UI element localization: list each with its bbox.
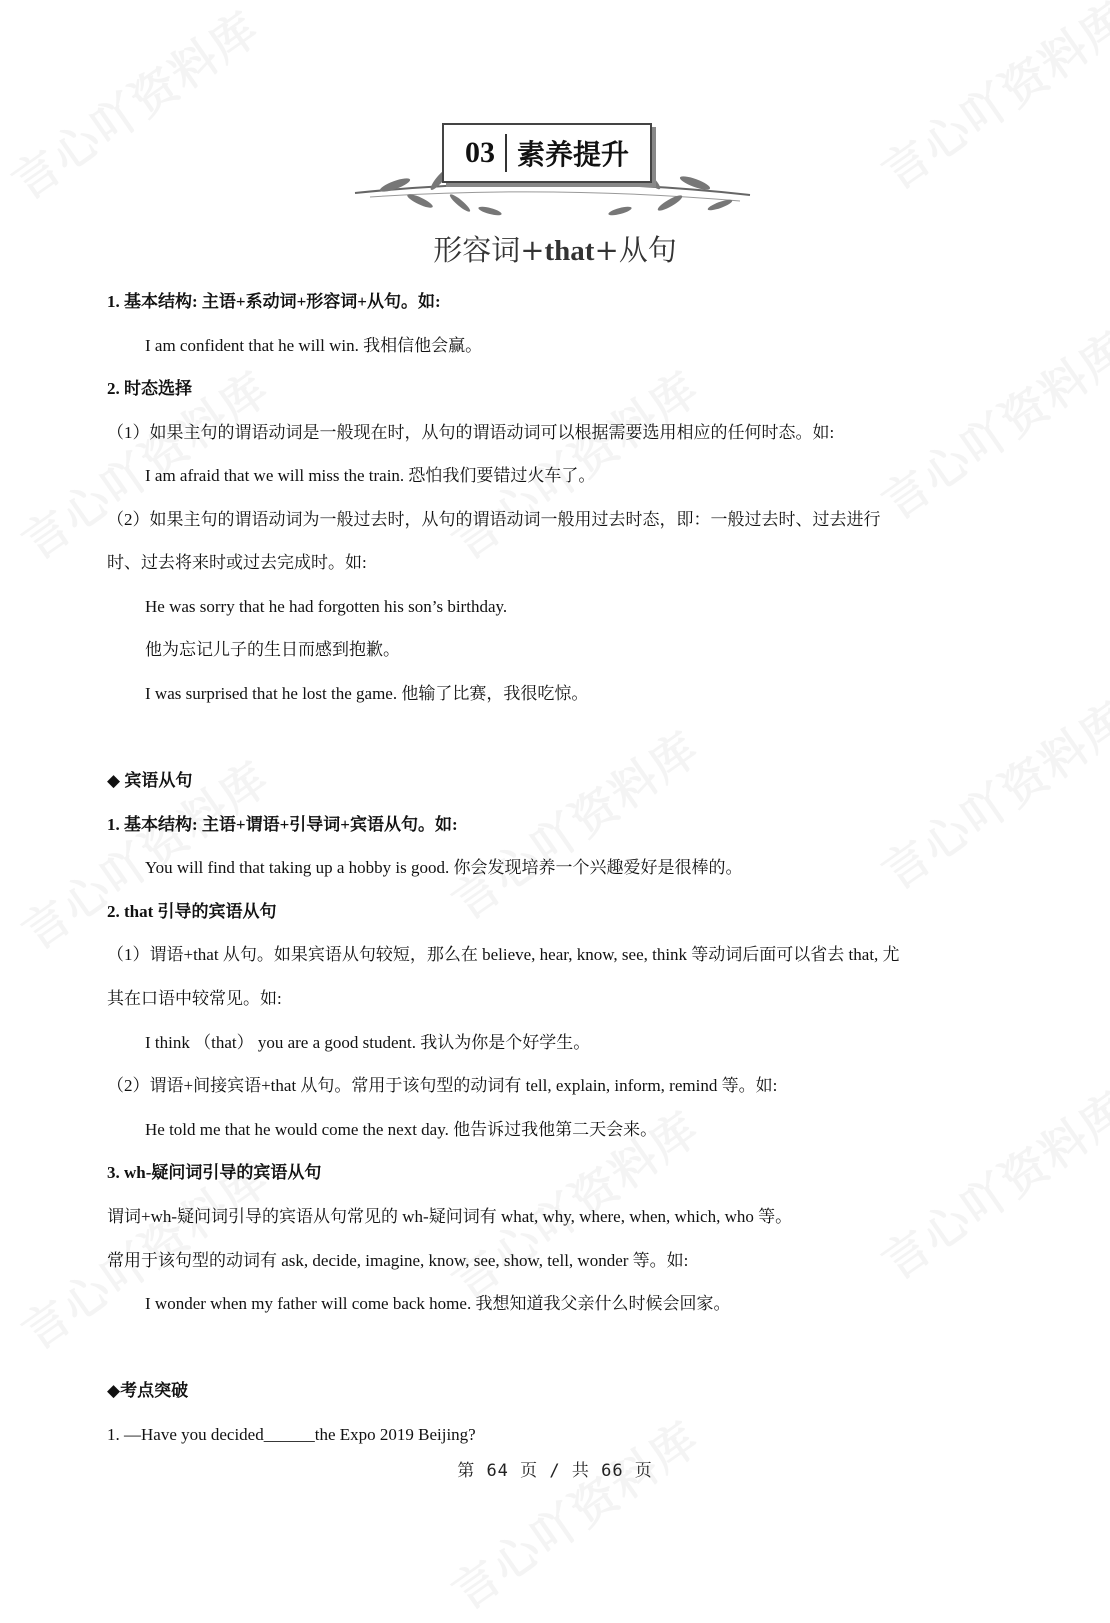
section-header — [350, 115, 760, 225]
heading-that-clause: 2. that 引导的宾语从句 — [107, 902, 277, 921]
example-line: I am confident that he will win. 我相信他会赢。 — [145, 336, 483, 355]
rule-line: 常用于该句型的动词有 ask, decide, imagine, know, see, show, tell, wonder 等。如: — [107, 1251, 689, 1270]
rule-line: （1）如果主句的谓语动词是一般现在时，从句的谓语动词可以根据需要选用相应的任何时态。如: — [107, 423, 835, 442]
heading-basic-structure: 1. 基本结构: 主语+谓语+引导词+宾语从句。如: — [107, 815, 458, 834]
watermark — [437, 713, 711, 932]
watermark — [867, 1073, 1110, 1292]
watermark — [437, 353, 711, 572]
rule-line: 时、过去将来时或过去完成时。如: — [107, 553, 367, 572]
watermark — [0, 0, 271, 213]
rule-line: （2）如果主句的谓语动词为一般过去时，从句的谓语动词一般用过去时态，即：一般过去时、过去进行 — [107, 510, 881, 529]
watermark — [867, 313, 1110, 532]
page-title: 形容词+that+从句 — [433, 233, 677, 267]
badge-divider — [505, 134, 507, 172]
example-line: He told me that he would come the next day. 他告诉过我他第二天会来。 — [145, 1120, 658, 1139]
heading-wh-clause: 3. wh-疑问词引导的宾语从句 — [107, 1163, 322, 1182]
page-footer: 第 64 页 / 共 66 页 — [457, 1461, 653, 1481]
example-line: I am afraid that we will miss the train. 恐怕我们要错过火车了。 — [145, 466, 596, 485]
example-line: You will find that taking up a hobby is good. 你会发现培养一个兴趣爱好是很棒的。 — [145, 858, 743, 877]
watermark — [867, 683, 1110, 902]
heading-basic-structure: 1. 基本结构: 主语+系动词+形容词+从句。如: — [107, 292, 441, 311]
example-line: I think （that） you are a good student. 我认为你是个好学生。 — [145, 1033, 591, 1052]
example-line: I wonder when my father will come back home. 我想知道我父亲什么时候会回家。 — [145, 1294, 731, 1313]
heading-tense-choice: 2. 时态选择 — [107, 379, 192, 398]
rule-line: （1）谓语+that 从句。如果宾语从句较短，那么在 believe, hear, know, see, think 等动词后面可以省去 that, 尤 — [107, 945, 900, 964]
rule-line: 其在口语中较常见。如: — [107, 989, 282, 1008]
section-object-clause: ◆ 宾语从句 — [107, 771, 193, 790]
section-label: 素养提升 — [516, 138, 629, 171]
rule-line: （2）谓语+间接宾语+that 从句。常用于该句型的动词有 tell, explain, inform, remind 等。如: — [107, 1076, 778, 1095]
watermark — [867, 0, 1110, 203]
rule-line: 谓词+wh-疑问词引导的宾语从句常见的 wh-疑问词有 what, why, where, when, which, who 等。 — [107, 1207, 793, 1226]
example-line: He was sorry that he had forgotten his son’s birthday. — [145, 597, 508, 616]
question-line: 1. —Have you decided______the Expo 2019 Beijing? — [107, 1425, 476, 1444]
section-exam-points: ◆考点突破 — [107, 1381, 189, 1400]
section-number: 03 — [464, 136, 495, 169]
example-translation: 他为忘记儿子的生日而感到抱歉。 — [145, 640, 400, 659]
example-line: I was surprised that he lost the game. 他输了比赛，我很吃惊。 — [145, 684, 589, 703]
section-badge — [442, 123, 652, 183]
watermark — [437, 1403, 711, 1622]
